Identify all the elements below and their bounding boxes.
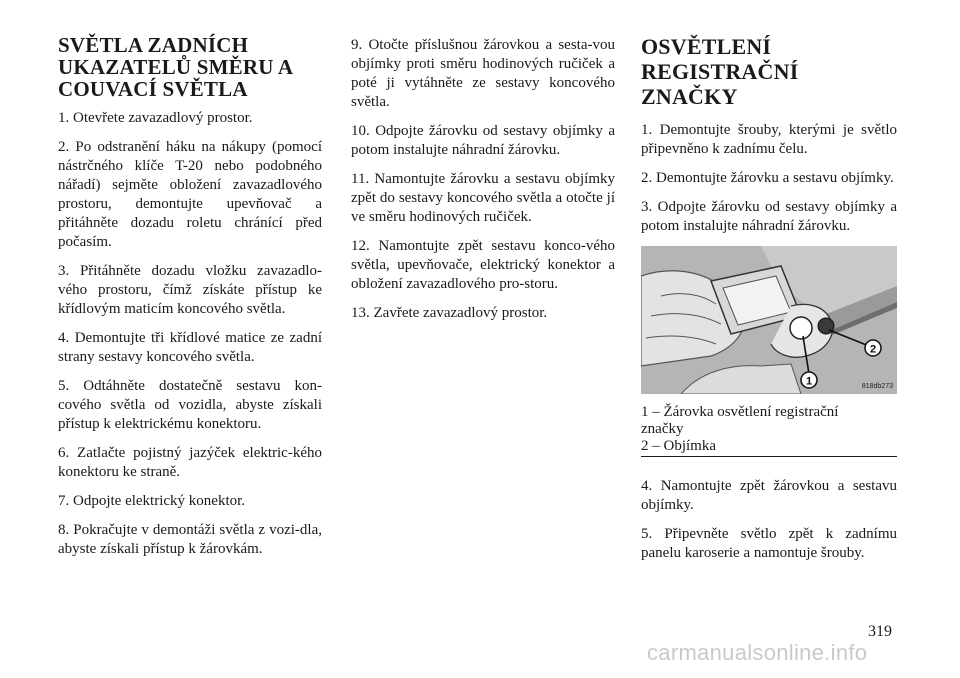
license-plate-bulb-illustration (641, 246, 897, 394)
figure-code: 818db273 (861, 383, 893, 390)
step-7: 7. Odpojte elektrický konektor. (58, 493, 246, 509)
callout-2-label: 2 (869, 343, 877, 356)
section-heading-license-plate-light: OSVĚTLENÍ REGISTRAČNÍ ZNAČKY (641, 34, 799, 109)
right-column (641, 34, 897, 573)
step-10: 10. Odpojte žárovku od sestavy objímky a potom instalujte náhradní žárovku. (351, 123, 615, 158)
step-5: 5. Odtáhněte dostatečně sestavu kon-cového světla od vozidla, abyste získali přístup k elektrickému konektoru. (58, 378, 322, 432)
plate-step-5: 5. Připevněte světlo zpět k zadnímu panelu karoserie a namontuje šrouby. (641, 526, 897, 561)
step-13: 13. Zavřete zavazadlový prostor. (351, 305, 548, 321)
plate-step-4: 4. Namontujte zpět žárovkou a sestavu objímky. (641, 478, 897, 513)
step-11: 11. Namontujte žárovku a sestavu objímky zpět do sestavy koncového světla a otočte jí ve směru hodinových ručiček. (351, 171, 615, 225)
watermark: carmanualsonline.info (647, 640, 868, 665)
middle-column (351, 36, 615, 333)
step-4: 4. Demontujte tři křídlové matice ze zadní strany sestavy koncového světla. (58, 330, 322, 365)
step-2: 2. Po odstranění háku na nákupy (pomocí nástrčného klíče T-20 nebo podobného nářadí) sejměte obložení zavazadlového prostoru, demontujte upevňovač a přitáhněte dozadu roletu chránící před počasím. (58, 139, 322, 250)
plate-step-2: 2. Demontujte žárovku a sestavu objímky. (641, 170, 894, 186)
step-12: 12. Namontujte zpět sestavu konco-vého světla, upevňovače, elektrický konektor a obložení zavazadlového pro-storu. (351, 238, 615, 292)
left-column (58, 34, 322, 569)
page-number: 319 (868, 623, 892, 640)
step-9: 9. Otočte příslušnou žárovkou a sesta-vou objímky proti směru hodinových ručiček a poté ji vytáhněte ze sestavy koncového světla. (351, 37, 615, 110)
step-1: 1. Otevřete zavazadlový prostor. (58, 110, 253, 126)
caption-divider (641, 456, 897, 457)
figure-caption: 1 – Žárovka osvětlení registrační značky 2 – Objímka (641, 404, 839, 454)
step-6: 6. Zatlačte pojistný jazýček elektric-kého konektoru ke straně. (58, 445, 322, 480)
plate-step-3: 3. Odpojte žárovku od sestavy objímky a potom instalujte náhradní žárovku. (641, 199, 897, 234)
plate-step-1: 1. Demontujte šrouby, kterými je světlo připevněno k zadnímu čelu. (641, 122, 897, 157)
section-heading-rear-lights: SVĚTLA ZADNÍCH UKAZATELŮ SMĚRU A COUVACÍ SVĚTLA (58, 33, 294, 101)
step-3: 3. Přitáhněte dozadu vložku zavazadlo-vého prostoru, čímž získáte přístup ke křídlovým maticím koncového světla. (58, 263, 322, 317)
callout-1-label: 1 (805, 375, 813, 388)
step-8: 8. Pokračujte v demontáži světla z vozi-dla, abyste získali přístup k žárovkám. (58, 522, 322, 557)
illustration-svg (641, 246, 897, 394)
